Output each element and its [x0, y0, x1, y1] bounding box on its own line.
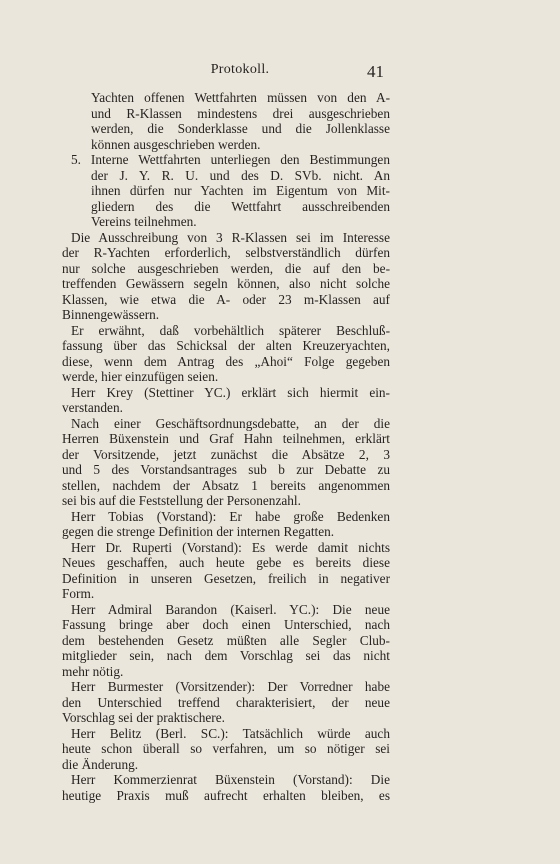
text-line: 5. Interne Wettfahrten unterliegen den Bestimmungen	[71, 152, 390, 167]
running-header-title: Protokoll.	[210, 62, 270, 77]
page-number: 41	[367, 62, 384, 81]
text-line: ihnen dürfen nur Yachten im Eigentum von Mit-	[91, 183, 390, 198]
text-line: Nach einer Geschäftsordnungsdebatte, an der die	[71, 415, 390, 431]
text-line: und 5 des Vorstandsantrages sub b zur Debatte zu	[62, 462, 390, 477]
text-line: Klassen, wie etwa die A- oder 23 m-Klassen auf	[62, 291, 390, 307]
text-line: dem bestehenden Gesetz müßten alle Segler Club-	[62, 632, 390, 648]
body-text	[62, 90, 390, 803]
text-line: die Änderung.	[62, 756, 139, 772]
text-line: verstanden.	[62, 400, 123, 415]
text-line: Er erwähnt, daß vorbehältlich späterer Beschluß-	[71, 322, 390, 338]
text-line: Herr Krey (Stettiner YC.) erklärt sich hiermit ein-	[71, 384, 390, 400]
text-line: Die Ausschreibung von 3 R-Klassen sei im Interesse	[71, 229, 390, 245]
text-line: Vorschlag sei der praktischere.	[62, 710, 225, 725]
text-line: Herr Admiral Barandon (Kaiserl. YC.): Die neue	[71, 601, 390, 617]
text-line: stellen, nachdem der Absatz 1 bereits angenommen	[62, 477, 390, 493]
text-line: Fassung bringe aber doch einen Unterschied, nach	[62, 617, 390, 632]
text-line: können ausgeschrieben werden.	[91, 136, 261, 152]
text-line: gliedern des die Wettfahrt ausschreibenden	[91, 198, 390, 214]
text-line: Herren Büxenstein und Graf Hahn teilnehmen, erklärt	[62, 431, 390, 446]
text-line: Herr Dr. Ruperti (Vorstand): Es werde damit nichts	[71, 539, 390, 555]
text-line: Form.	[62, 586, 95, 601]
text-line: sei bis auf die Feststellung der Personenzahl.	[62, 493, 301, 508]
text-line: fassung über das Schicksal der alten Kreuzeryachten,	[62, 338, 390, 353]
text-line: gegen die strenge Definition der internen Regatten.	[62, 524, 335, 539]
text-line: heutige Praxis muß aufrecht erhalten bleiben, es	[62, 787, 390, 803]
text-line: mehr nötig.	[62, 663, 124, 679]
text-line: und R-Klassen mindestens drei ausgeschrieben	[91, 105, 390, 121]
text-line: der Vorsitzende, jetzt zunächst die Absätze 2, 3	[62, 446, 390, 462]
text-line: den Unterschied treffend charakterisiert, der neue	[62, 694, 390, 710]
text-line: der J. Y. R. U. und des D. SVb. nicht. An	[91, 167, 390, 183]
text-line: Herr Tobias (Vorstand): Er habe große Bedenken	[71, 508, 390, 524]
text-line: Binnengewässern.	[62, 307, 160, 322]
text-line: werden, die Sonderklasse und die Jollenklasse	[91, 121, 390, 136]
text-line: Herr Burmester (Vorsitzender): Der Vorredner habe	[71, 679, 390, 694]
text-line: Herr Belitz (Berl. SC.): Tatsächlich würde auch	[71, 725, 390, 741]
text-line: Neues geschaffen, auch heute gebe es bereits diese	[62, 555, 390, 570]
text-line: der R-Yachten erforderlich, selbstverständlich dürfen	[62, 245, 390, 260]
text-line: mitglieder sein, nach dem Vorschlag sei das nicht	[62, 648, 390, 663]
text-line: werde, hier einzufügen seien.	[62, 369, 219, 384]
text-line: heute schon überall so verfahren, um so nötiger sei	[62, 741, 390, 756]
text-line: diese, wenn dem Antrag des „Ahoi“ Folge gegeben	[62, 353, 390, 369]
text-line: nur solche ausgeschrieben werden, die auf den be-	[62, 260, 390, 276]
text-line: Herr Kommerzienrat Büxenstein (Vorstand): Die	[71, 772, 390, 787]
text-line: Definition in unseren Gesetzen, freilich in negativer	[62, 570, 390, 586]
text-line: Vereins teilnehmen.	[91, 214, 197, 229]
text-line: treffenden Gewässern segeln können, also nicht solche	[62, 276, 390, 291]
text-line: Yachten offenen Wettfahrten müssen von den A-	[91, 90, 390, 105]
